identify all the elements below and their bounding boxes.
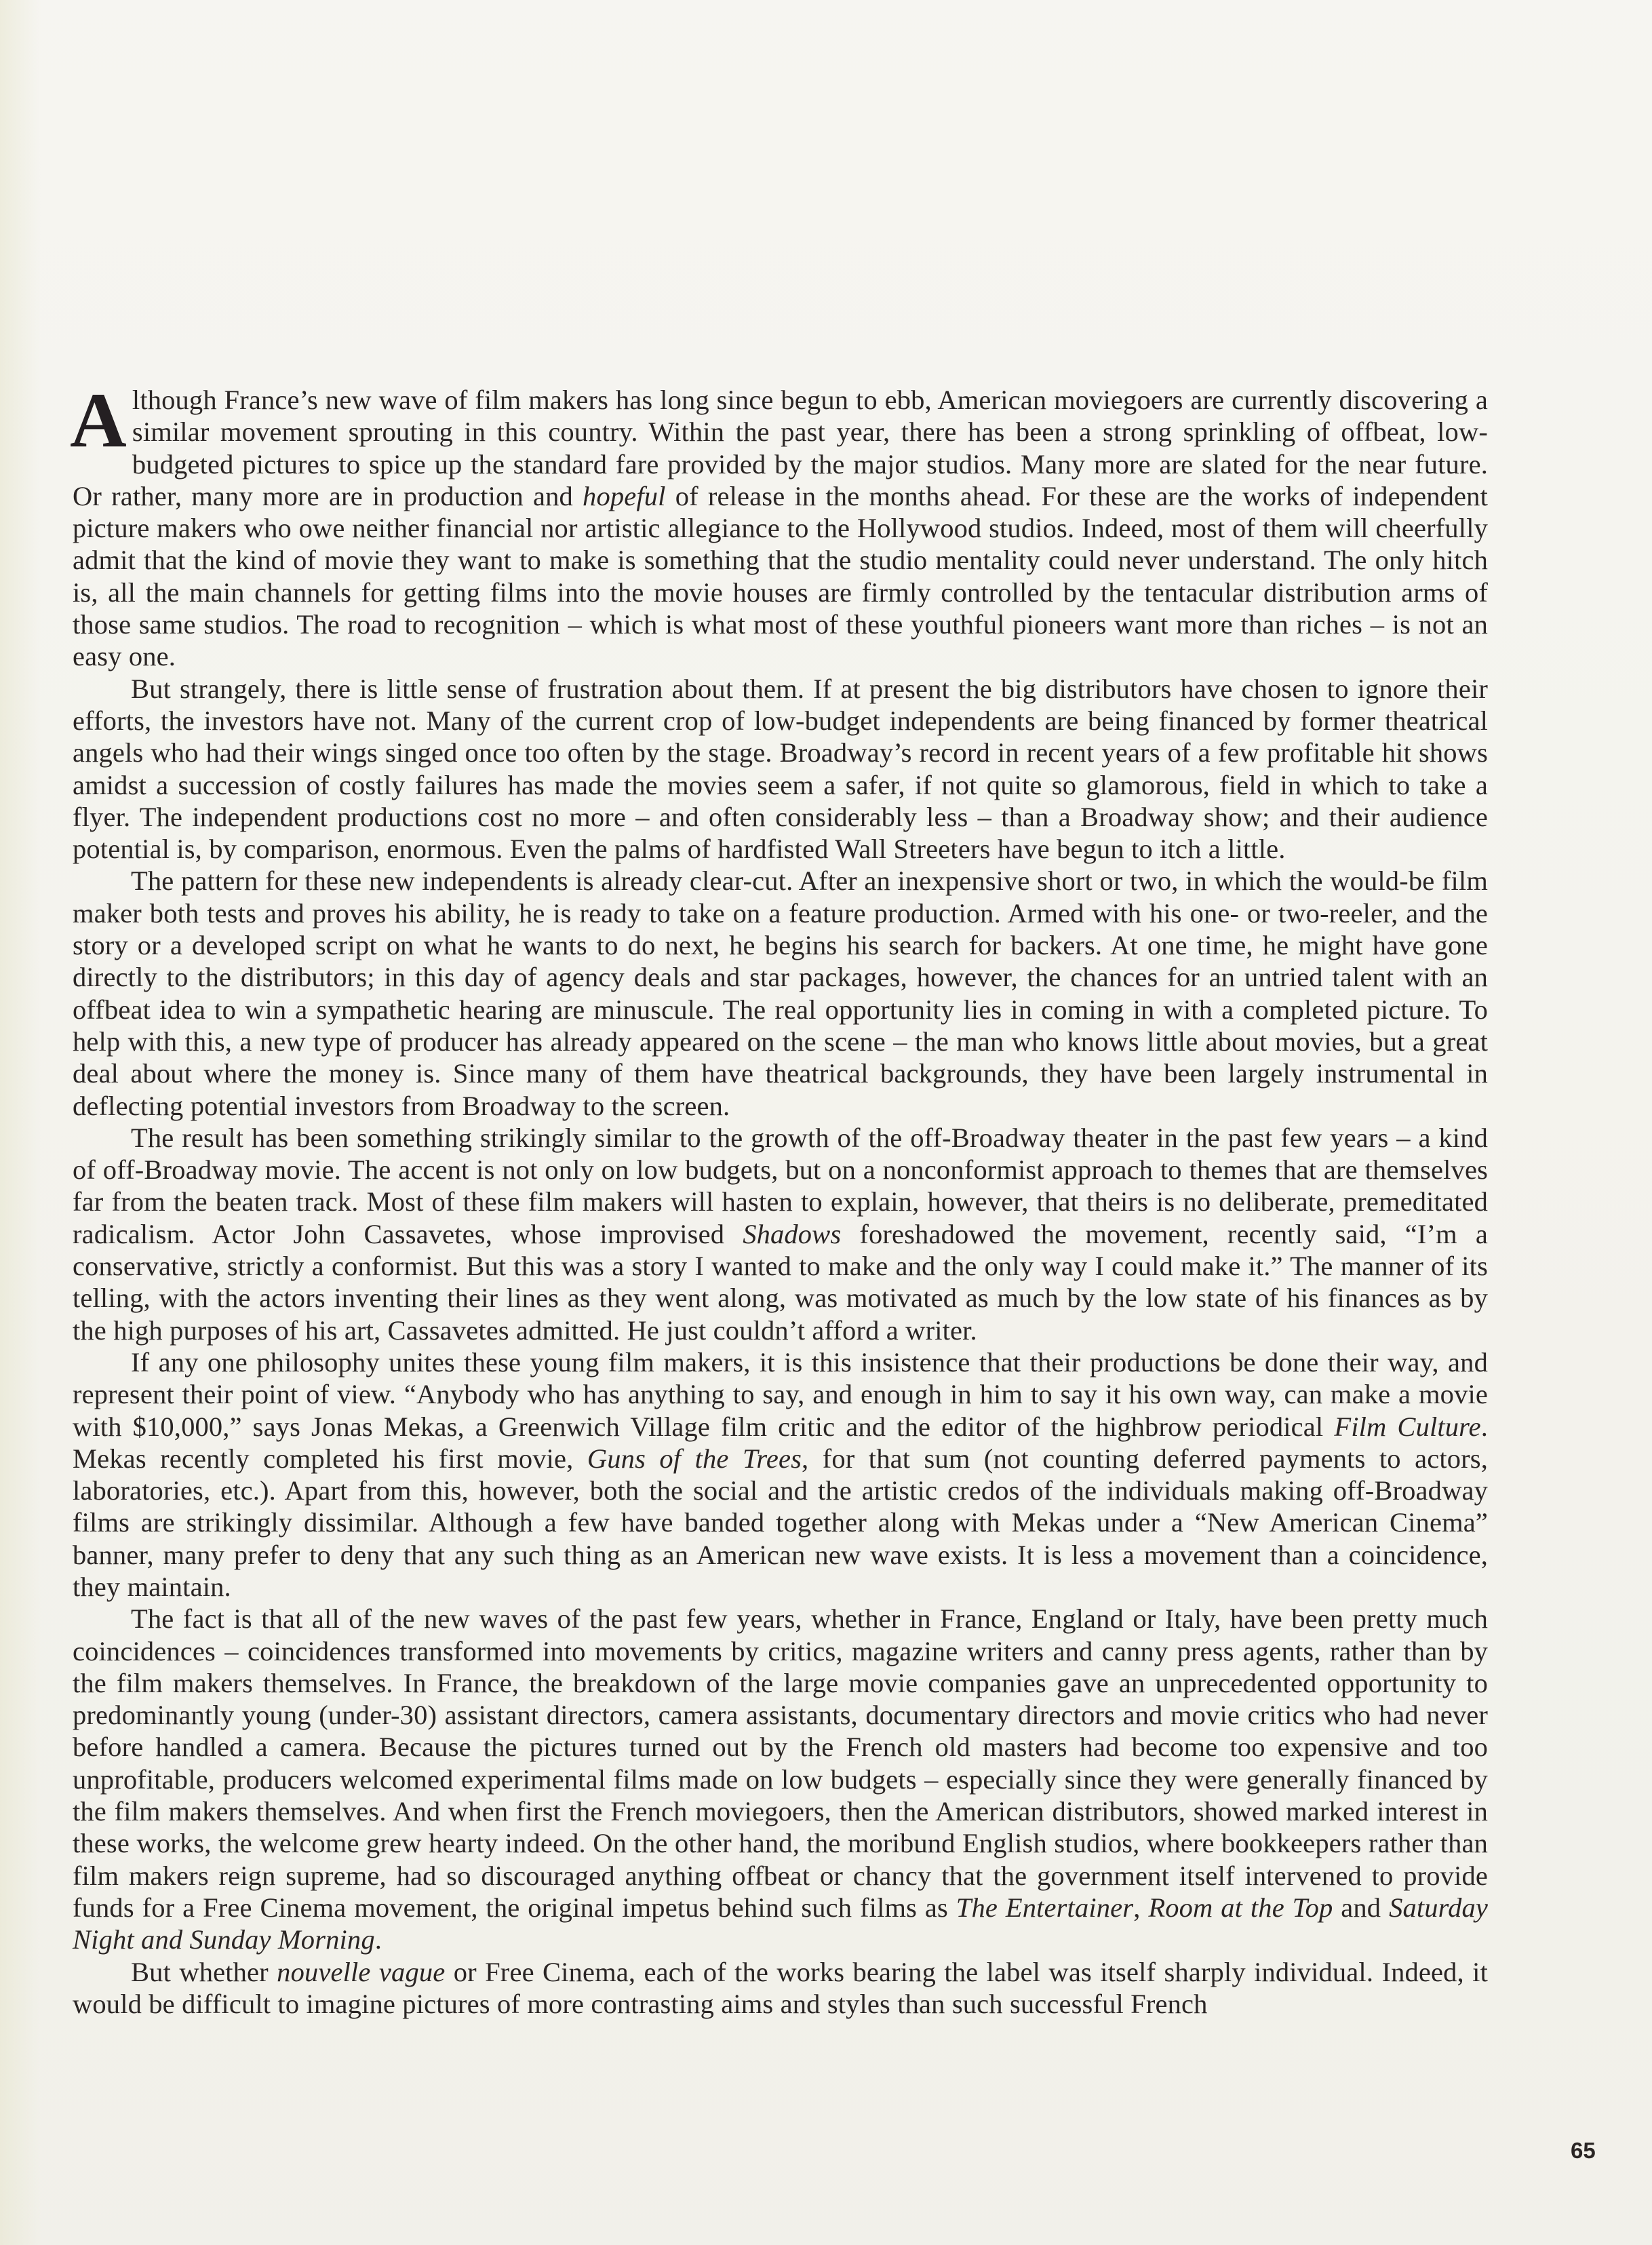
paragraph bbox=[73, 1122, 1488, 1346]
article-body bbox=[70, 377, 1489, 2020]
italic-title: Guns of the Trees bbox=[587, 1443, 802, 1474]
text-run: , bbox=[1133, 1892, 1149, 1923]
text-run: foreshadowed the movement, recently said, “I’m a conservative, strictly a conformist. But this was a story I wanted to make and the only way I could make it.” The manner of its telling, with the actors inventing their lines as they went along, was motivated as much by the low state of his finances as by the high purposes of his art, Cassavetes admitted. He just couldn’t afford a writer. bbox=[73, 1218, 1489, 1346]
text-run: of release in the months ahead. For these are the works of independent picture makers who owe neither financial nor artistic allegiance to the Hollywood studios. Indeed, most of them will cheerfully admit that the kind of movie they want to make is something that the studio mentality could never understand. The only hitch is, all the main channels for getting films into the movie houses are firmly controlled by the tentacular distribution arms of those same studios. The road to recognition – which is what most of these youthful pioneers want more than riches – is not an easy one. bbox=[73, 480, 1488, 672]
italic-title: The Entertainer bbox=[956, 1892, 1134, 1923]
text-run: . bbox=[374, 1924, 382, 1955]
paragraph bbox=[73, 673, 1488, 865]
text-run: But strangely, there is little sense of frustration about them. If at present the big distributors have chosen to ignore their efforts, the investors have not. Many of the current crop of low-budget independents are being financed by former theatrical angels who had their wings singed once too often by the stage. Broadway’s record in recent years of a few profitable hit shows amidst a succession of costly failures has made the movies seem a safer, if not quite so glamorous, field in which to take a flyer. The independent productions cost no more – and often considerably less – than a Broadway show; and their audience potential is, by comparison, enormous. Even the palms of hardfisted Wall Streeters have begun to itch a little. bbox=[73, 673, 1488, 865]
italic-title: Room at the Top bbox=[1148, 1892, 1333, 1923]
text-run: . Mekas recently completed his first movie, bbox=[73, 1411, 1488, 1474]
text-run: The fact is that all of the new waves of the past few years, whether in France, England or Italy, have been pretty much coincidences – coincidences transformed into movements by critics, magazine writers and canny press agents, rather than by the film makers themselves. In France, the breakdown of the large movie companies gave an unprecedented opportunity to predominantly young (under-30) assistant directors, camera assistants, documentary directors and movie critics who had never before handled a camera. Because the pictures turned out by the French old masters had become too expensive and too unprofitable, producers welcomed experimental films made on low budgets – especially since they were generally financed by the film makers themselves. And when first the French moviegoers, then the American distributors, showed marked interest in these works, the welcome grew hearty indeed. On the other hand, the moribund English studios, where bookkeepers rather than film makers reign supreme, had so discouraged anything offbeat or chancy that the government itself intervened to provide funds for a Free Cinema movement, the original impetus behind such films as bbox=[73, 1603, 1488, 1923]
text-run: or Free Cinema, each of the works bearing the label was itself sharply individual. Indeed, it would be difficult to imagine pictures of more contrasting aims and styles than such successful French bbox=[73, 1956, 1488, 2019]
paragraph bbox=[73, 1346, 1488, 1603]
drop-cap: A bbox=[70, 377, 127, 464]
italic-title: hopeful bbox=[583, 480, 666, 511]
page-number: 65 bbox=[1571, 2138, 1596, 2163]
text-run: and bbox=[1333, 1892, 1390, 1923]
italic-title: nouvelle vague bbox=[277, 1956, 446, 1987]
italic-title: Film Culture bbox=[1334, 1411, 1481, 1442]
italic-title: Saturday Night and Sunday Morning bbox=[73, 1892, 1488, 1955]
paragraph bbox=[73, 1603, 1488, 1955]
paragraph bbox=[70, 377, 1488, 673]
text-run: The pattern for these new independents is already clear-cut. After an inexpensive short or two, in which the would-be film maker both tests and proves his ability, he is ready to take on a feature production. Armed with his one- or two-reeler, and the story or a developed script on what he wants to do next, he begins his search for backers. At one time, he might have gone directly to the distributors; in this day of agency deals and star packages, however, the chances for an untried talent with an offbeat idea to win a sympathetic hearing are minuscule. The real opportunity lies in coming in with a completed picture. To help with this, a new type of producer has already appeared on the scene – the man who knows little about movies, but a great deal about where the money is. Since many of them have theatrical backgrounds, they have been largely instrumental in deflecting potential investors from Broadway to the screen. bbox=[73, 865, 1488, 1121]
paragraph bbox=[73, 865, 1488, 1121]
text-run: , for that sum (not counting deferred payments to actors, laboratories, etc.). Apart from this, however, both the social and the artistic credos of the individuals making off-Broadway films are strikingly dissimilar. Although a few have banded together along with Mekas under a “New American Cinema” banner, many prefer to deny that any such thing as an American new wave exists. It is less a movement than a coincidence, they maintain. bbox=[73, 1443, 1488, 1602]
paragraph bbox=[73, 1956, 1488, 2020]
text-run: The result has been something strikingly similar to the growth of the off-Broadway theater in the past few years – a kind of off-Broadway movie. The accent is not only on low budgets, but on a nonconformist approach to themes that are themselves far from the beaten track. Most of these film makers will hasten to explain, however, that theirs is no deliberate, premeditated radicalism. Actor John Cassavetes, whose improvised bbox=[73, 1122, 1488, 1249]
italic-title: Shadows bbox=[743, 1218, 842, 1249]
text-run: lthough France’s new wave of film makers has long since begun to ebb, American moviegoers are currently discovering a similar movement sprouting in this country. Within the past year, there has been a strong sprinkling of offbeat, low-budgeted pictures to spice up the standard fare provided by the major studios. Many more are slated for the near future. Or rather, many more are in production and bbox=[73, 385, 1488, 511]
text-run: But whether bbox=[131, 1956, 277, 1987]
text-run: If any one philosophy unites these young film makers, it is this insistence that their productions be done their way, and represent their point of view. “Anybody who has anything to say, and enough in him to say it his own way, can make a movie with $10,000,” says Jonas Mekas, a Greenwich Village film critic and the editor of the highbrow periodical bbox=[73, 1346, 1488, 1442]
